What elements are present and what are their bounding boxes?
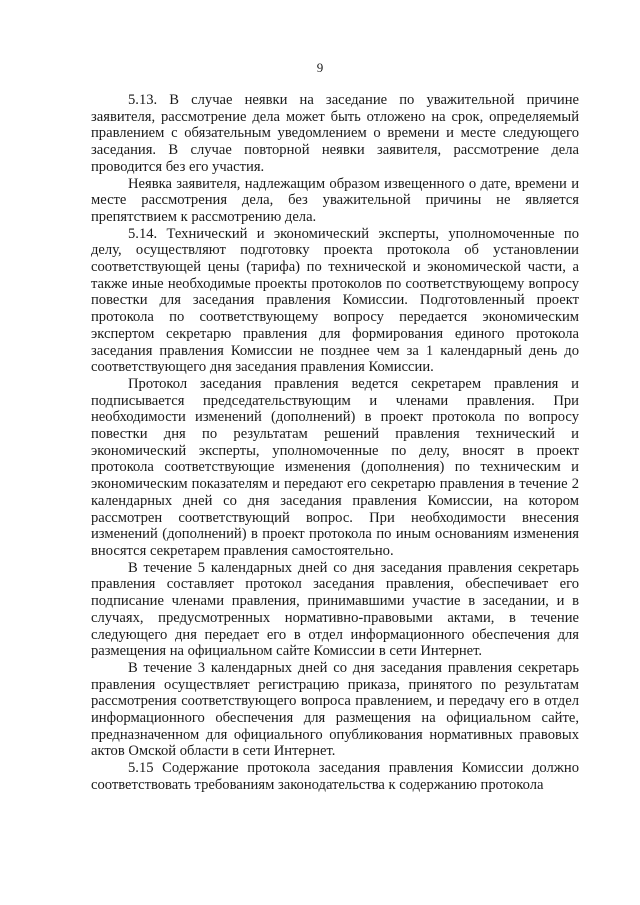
paragraph-5-13: 5.13. В случае неявки на заседание по уважительной причине заявителя, рассмотрение дела может быть отложено на срок, определяемый правлением с обязательным уведомлением о времени и месте следующего заседания. В случае повторной неявки заявителя, рассмотрение дела проводится без его участия. — [91, 92, 579, 175]
paragraph-absence-not-obstacle: Неявка заявителя, надлежащим образом извещенного о дате, времени и месте рассмотрения дела, без уважительной причины не является препятствием к рассмотрению дела. — [91, 175, 579, 225]
paragraph-5-15: 5.15 Содержание протокола заседания правления Комиссии должно соответствовать требованиям законодательства к содержанию протокола — [91, 760, 579, 793]
paragraph-5-14: 5.14. Технический и экономический эксперты, уполномоченные по делу, осуществляют подготовку проекта протокола об установлении соответствующей цены (тарифа) по технической и экономической части, а также иные необходимые проекты протоколов по соответствующему вопросу повестки для заседания правления Комиссии. Подготовленный проект протокола по соответствующему вопросу передается экономическим экспертом секретарю правления для формирования единого протокола заседания правления Комиссии не позднее чем за 1 календарный день до соответствующего дня заседания правления Комиссии. — [91, 225, 579, 376]
paragraph-protocol-keeping: Протокол заседания правления ведется секретарем правления и подписывается председательствующим и членами правления. При необходимости изменений (дополнений) в проект протокола по вопросу повестки дня по результатам решений правления технический и экономический эксперты, уполномоченные по делу, вносят в проект протокола соответствующие изменения (дополнения) по техническим и экономическим показателям и передают его секретарю правления в течение 2 календарных дней со дня заседания правления Комиссии, на котором рассмотрен соответствующий вопрос. При необходимости внесения изменений (дополнений) в проект протокола по иным основаниям изменения вносятся секретарем правления самостоятельно. — [91, 375, 579, 559]
paragraph-three-days: В течение 3 календарных дней со дня заседания правления секретарь правления осуществляет регистрацию приказа, принятого по результатам рассмотрения соответствующего вопроса правлением, и передачу его в отдел информационного обеспечения для размещения на официальном сайте, предназначенном для официального опубликования нормативных правовых актов Омской области в сети Интернет. — [91, 659, 579, 760]
paragraph-five-days: В течение 5 календарных дней со дня заседания правления секретарь правления составляет протокол заседания правления, обеспечивает его подписание членами правления, принимавшими участие в заседании, и в случаях, предусмотренных нормативно-правовыми актами, в течение следующего дня передает его в отдел информационного обеспечения для размещения на официальном сайте Комиссии в сети Интернет. — [91, 559, 579, 660]
document-body — [91, 92, 579, 794]
page-number: 9 — [316, 60, 324, 75]
